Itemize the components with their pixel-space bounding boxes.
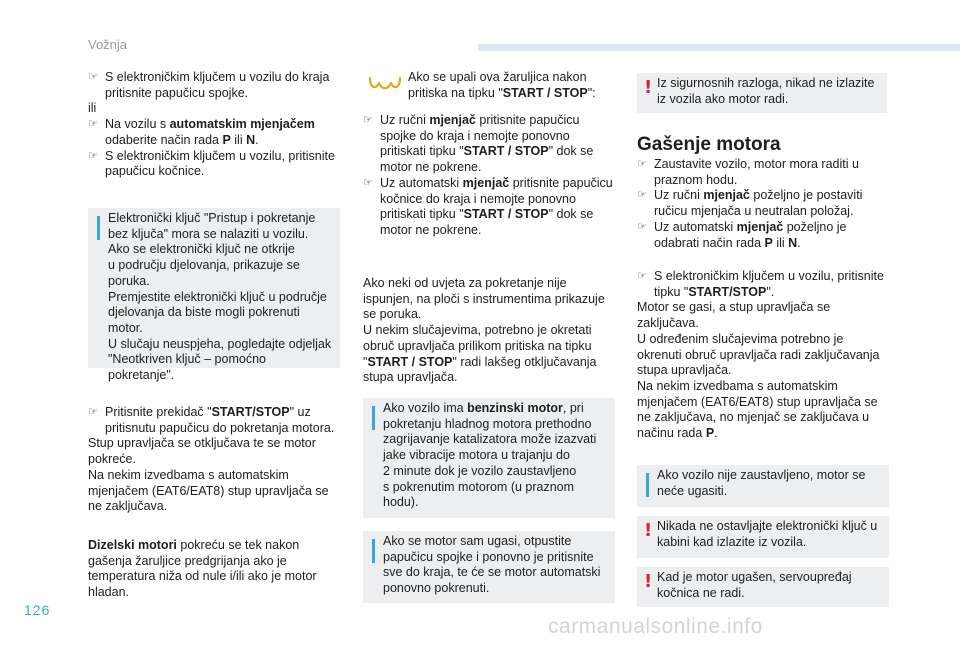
- arrow-bullet-icon: ☞: [637, 270, 647, 282]
- servo-warning-box: [637, 567, 889, 607]
- step-item: ☞ S elektroničkim ključem u vozilu, pritisnite papučicu kočnice.: [88, 148, 335, 179]
- petrol-info-box: Ako vozilo ima benzinski motor, pri pokretanju hladnog motora prethodno zagrijavanje katalizatora može izazvati jake vibracije motora u trajanju do 2 minute dok je vozilo zaustavljeno s pokrenutim motorom (u praznom hodu).: [363, 398, 615, 518]
- steering-lock-text: Stup upravljača se otključava te se motor pokreće. Na nekim izvedbama s automatskim mjenjačem (EAT6/EAT8) stup upravljača se ne zaključava.: [88, 436, 329, 514]
- safety-warning-box: [637, 73, 887, 113]
- warning-icon: !: [644, 571, 653, 592]
- servo-warning-text: Kad je motor ugašen, servoupređaj kočnica ne radi.: [657, 570, 852, 600]
- warning-icon: !: [644, 77, 653, 98]
- step-item: ☞ Uz ručni mjenjač poželjno je postaviti ručicu mjenjača u neutralan položaj.: [637, 188, 863, 219]
- key-info-box: [88, 208, 340, 383]
- arrow-bullet-icon: ☞: [363, 114, 373, 126]
- step-item: ☞ Na vozilu s automatskim mjenjačem odaberite način rada P ili N.: [88, 117, 315, 147]
- info-icon: [372, 406, 375, 430]
- preheating-lamp-icon: [368, 74, 402, 94]
- arrow-bullet-icon: ☞: [88, 118, 98, 131]
- step-item: ☞ Zaustavite vozilo, motor mora raditi u praznom hodu.: [637, 157, 859, 187]
- conditions-paragraph: Ako neki od uvjeta za pokretanje nije ispunjen, na ploči s instrumentima prikazuje se poruka. U nekim slučajevima, potrebno je okretati obruč upravljača prilikom pritiska na tipku "START / STOP" radi lakšeg otključavanja stupa upravljača.: [363, 276, 605, 385]
- shutdown-steps: [637, 157, 889, 251]
- section-heading: Gašenje motora: [637, 134, 781, 155]
- gearbox-steps: [363, 113, 615, 239]
- section-title: Vožnja: [88, 37, 128, 52]
- arrow-bullet-icon: ☞: [637, 158, 647, 170]
- header-bar: [478, 44, 960, 51]
- shutdown-key-block: ☞ S elektroničkim ključem u vozilu, pritisnite tipku "START/STOP". Motor se gasi, a stup upravljača se zaključava. U određenim slučajevima potrebno je okrenuti obruč upravljača radi zaključavanja stupa upravljača. Na nekim izvedbama s automatskim mjenjačem (EAT6/EAT8) stup upravljača se ne zaključava, no mjenjač se zaključava u načinu rada P.: [637, 269, 889, 442]
- arrow-bullet-icon: ☞: [363, 176, 373, 189]
- arrow-bullet-icon: ☞: [637, 189, 647, 202]
- warning-icon: !: [644, 520, 653, 541]
- safety-warning-text: Iz sigurnosnih razloga, nikad ne izlazite iz vozila ako motor radi.: [657, 76, 875, 106]
- start-steps: [88, 70, 343, 180]
- key-warning-box: [637, 516, 889, 558]
- not-stopped-text: Ako vozilo nije zaustavljeno, motor se neće ugasiti.: [657, 468, 866, 498]
- step-item: ☞ S elektroničkim ključem u vozilu do kraja pritisnite papučicu spojke.: [88, 70, 330, 100]
- step-item: ☞ Uz automatski mjenjač pritisnite papučicu kočnice do kraja i nemojte ponovno pritiskati tipku "START / STOP" dok se motor ne pokrene.: [363, 175, 613, 237]
- press-start-block: ☞ Pritisnite prekidač "START/STOP" uz pritisnutu papučicu do pokretanja motora. Stup upravljača se otključava te se motor pokreće. Na nekim izvedbama s automatskim mjenjačem (EAT6/EAT8) stup upravljača se ne zaključava.: [88, 405, 343, 515]
- stall-info-text: Ako se motor sam ugasi, otpustite papučicu spojke i ponovno je pritisnite sve do kraja, te će se motor automatski ponovno pokrenuti.: [383, 534, 601, 596]
- diesel-paragraph: Dizelski motori pokreću se tek nakon gašenja žaruljice predgrijanja ako je temperatura niža od nule i/ili ako je motor hladan.: [88, 538, 317, 600]
- stall-info-box: [363, 531, 615, 603]
- shutdown-paragraph: Motor se gasi, a stup upravljača se zaključava. U određenim slučajevima potrebno je okrenuti obruč upravljača radi zaključavanja stupa upravljača. Na nekim izvedbama s automatskim mjenjačem (EAT6/EAT8) stup upravljača se ne zaključava, no mjenjač se zaključava u načinu rada P.: [637, 300, 880, 441]
- info-icon: [372, 539, 375, 563]
- arrow-bullet-icon: ☞: [88, 149, 98, 162]
- not-stopped-info-box: [637, 465, 889, 507]
- arrow-bullet-icon: ☞: [637, 220, 647, 233]
- key-warning-text: Nikada ne ostavljajte elektronički ključ u kabini kad izlazite iz vozila.: [657, 519, 878, 549]
- key-info-text: Elektronički ključ "Pristup i pokretanje bez ključa" mora se nalaziti u vozilu. Ako se elektronički ključ ne otkrije u području djelovanja, prikazuje se poruka. Premjestite elektronički ključ u područje djelovanja da biste mogli pokrenuti motor. U slučaju neuspjeha, pogledajte odjeljak "Neotkriven ključ – pomoćno pokretanje".: [108, 211, 332, 383]
- watermark: carmanualsonline.info: [548, 615, 763, 638]
- step-item: ☞ Uz ručni mjenjač pritisnite papučicu spojke do kraja i nemojte ponovno pritiskati tipku "START / STOP" dok se motor ne pokrene.: [363, 113, 594, 175]
- lamp-note: Ako se upali ova žaruljica nakon pritiska na tipku "START / STOP":: [408, 70, 596, 100]
- arrow-bullet-icon: ☞: [88, 406, 98, 418]
- page-number: 126: [24, 602, 51, 618]
- info-icon: [646, 473, 649, 497]
- step-item: ☞ Uz automatski mjenjač poželjno je odabrati način rada P ili N.: [637, 219, 847, 250]
- info-icon: [97, 216, 100, 240]
- arrow-bullet-icon: ☞: [88, 71, 98, 83]
- or-text: ili: [88, 101, 97, 116]
